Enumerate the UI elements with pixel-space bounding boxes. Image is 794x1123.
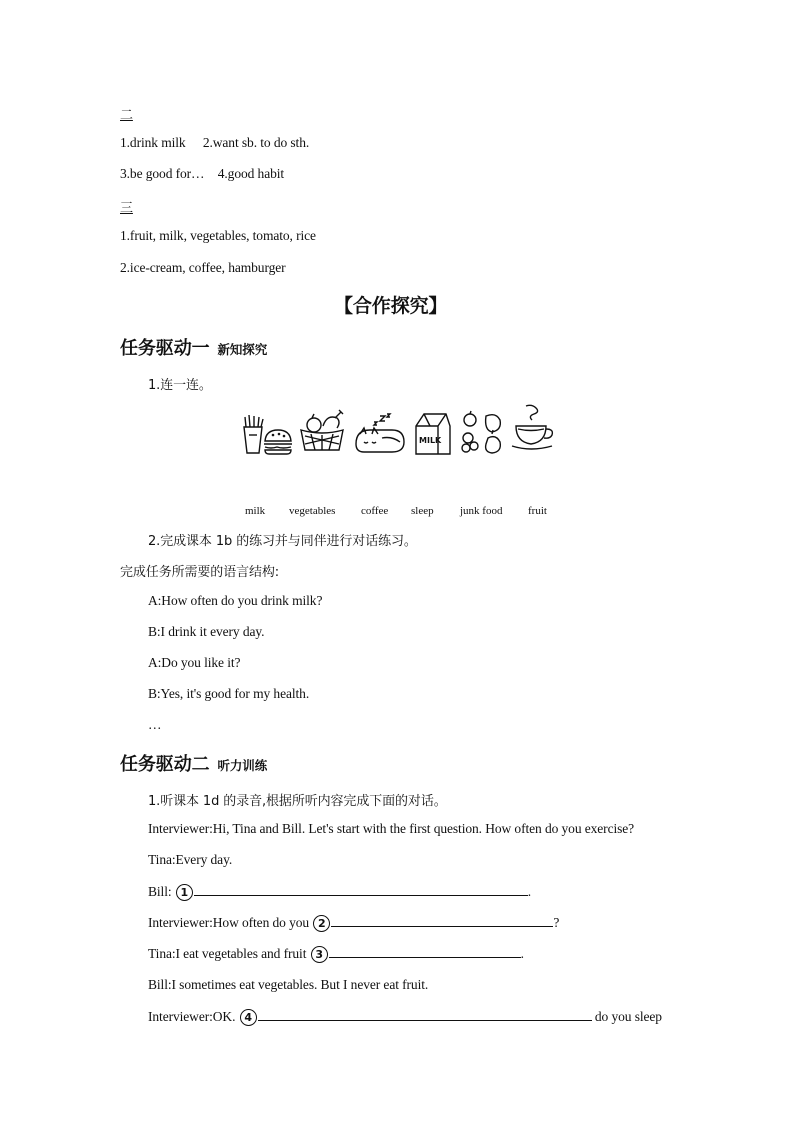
match-label: fruit bbox=[528, 505, 547, 517]
match-label: junk food bbox=[460, 505, 503, 517]
vegetables-icon bbox=[297, 408, 347, 454]
task2-subheading: 听力训练 bbox=[217, 758, 268, 773]
dialog-line: Interviewer:Hi, Tina and Bill. Let's start with the first question. How often do you exercise? bbox=[148, 821, 635, 836]
dialog-line: B:Yes, it's good for my health. bbox=[148, 686, 310, 701]
match-label: vegetables bbox=[289, 505, 336, 517]
dialog-text: do you sleep bbox=[591, 1009, 662, 1024]
answer-blank-3[interactable] bbox=[329, 945, 521, 958]
answer-blank-2[interactable] bbox=[331, 914, 553, 927]
svg-text:MILK: MILK bbox=[419, 436, 442, 445]
fruit-icon bbox=[458, 410, 506, 456]
answer-item: 2.want sb. to do sth. bbox=[202, 135, 310, 150]
answer-line bbox=[120, 166, 284, 182]
task2-heading: 任务驱动二 bbox=[120, 754, 210, 775]
blank-number-3: 3 bbox=[311, 946, 328, 963]
answer-item: 1.drink milk bbox=[120, 135, 186, 150]
blank-number-2: 2 bbox=[313, 915, 330, 932]
blank-number-4: 4 bbox=[240, 1009, 257, 1026]
task1-heading-row bbox=[120, 334, 267, 360]
dialog-text: Bill: bbox=[148, 884, 175, 899]
task1-heading: 任务驱动一 bbox=[120, 338, 210, 359]
section-title: 【合作探究】 bbox=[334, 295, 448, 317]
answer-line: 1.fruit, milk, vegetables, tomato, rice bbox=[120, 228, 316, 243]
dialog-line: A:Do you like it? bbox=[148, 655, 241, 670]
dialog-text: Interviewer:How often do you bbox=[148, 915, 313, 930]
dialog-text: Interviewer:OK. bbox=[148, 1009, 239, 1024]
task1-subheading: 新知探究 bbox=[217, 342, 268, 357]
dialog-line: A:How often do you drink milk? bbox=[148, 593, 323, 608]
match-label: milk bbox=[245, 505, 266, 517]
blank-number-1: 1 bbox=[176, 884, 193, 901]
dialog-text: ? bbox=[553, 915, 560, 930]
question-1: 1.听课本 1d 的录音,根据所听内容完成下面的对话。 bbox=[148, 794, 447, 809]
section-number-3: 三 bbox=[120, 201, 133, 216]
dialog-line: Tina:Every day. bbox=[148, 852, 233, 867]
answer-item: 3.be good for… bbox=[120, 166, 205, 181]
match-label: coffee bbox=[361, 505, 389, 517]
milk-icon bbox=[412, 410, 454, 456]
dialog-text: . bbox=[527, 884, 532, 899]
sleep-icon bbox=[352, 412, 407, 456]
dialog-line: B:I drink it every day. bbox=[148, 624, 265, 639]
structure-label: 完成任务所需要的语言结构: bbox=[120, 565, 280, 580]
dialog-line: … bbox=[148, 717, 162, 732]
fill-line bbox=[148, 945, 524, 963]
answer-blank-1[interactable] bbox=[194, 883, 528, 896]
match-label: sleep bbox=[411, 505, 434, 517]
answer-line: 2.ice-cream, coffee, hamburger bbox=[120, 260, 286, 275]
junk-food-icon bbox=[241, 413, 293, 455]
dialog-text: . bbox=[520, 946, 524, 961]
answer-blank-4[interactable] bbox=[258, 1008, 592, 1021]
answer-item: 4.good habit bbox=[217, 166, 285, 181]
fill-line bbox=[148, 883, 531, 901]
dialog-text: Tina:I eat vegetables and fruit bbox=[148, 946, 310, 961]
question-1: 1.连一连。 bbox=[148, 378, 212, 393]
task2-heading-row bbox=[120, 750, 267, 776]
question-2: 2.完成课本 1b 的练习并与同伴进行对话练习。 bbox=[148, 534, 417, 549]
section-number-2: 二 bbox=[120, 108, 133, 123]
fill-line bbox=[148, 914, 559, 932]
answer-line bbox=[120, 135, 309, 151]
dialog-line: Bill:I sometimes eat vegetables. But I never eat fruit. bbox=[148, 977, 429, 992]
fill-line bbox=[148, 1008, 662, 1026]
coffee-icon bbox=[510, 402, 556, 454]
